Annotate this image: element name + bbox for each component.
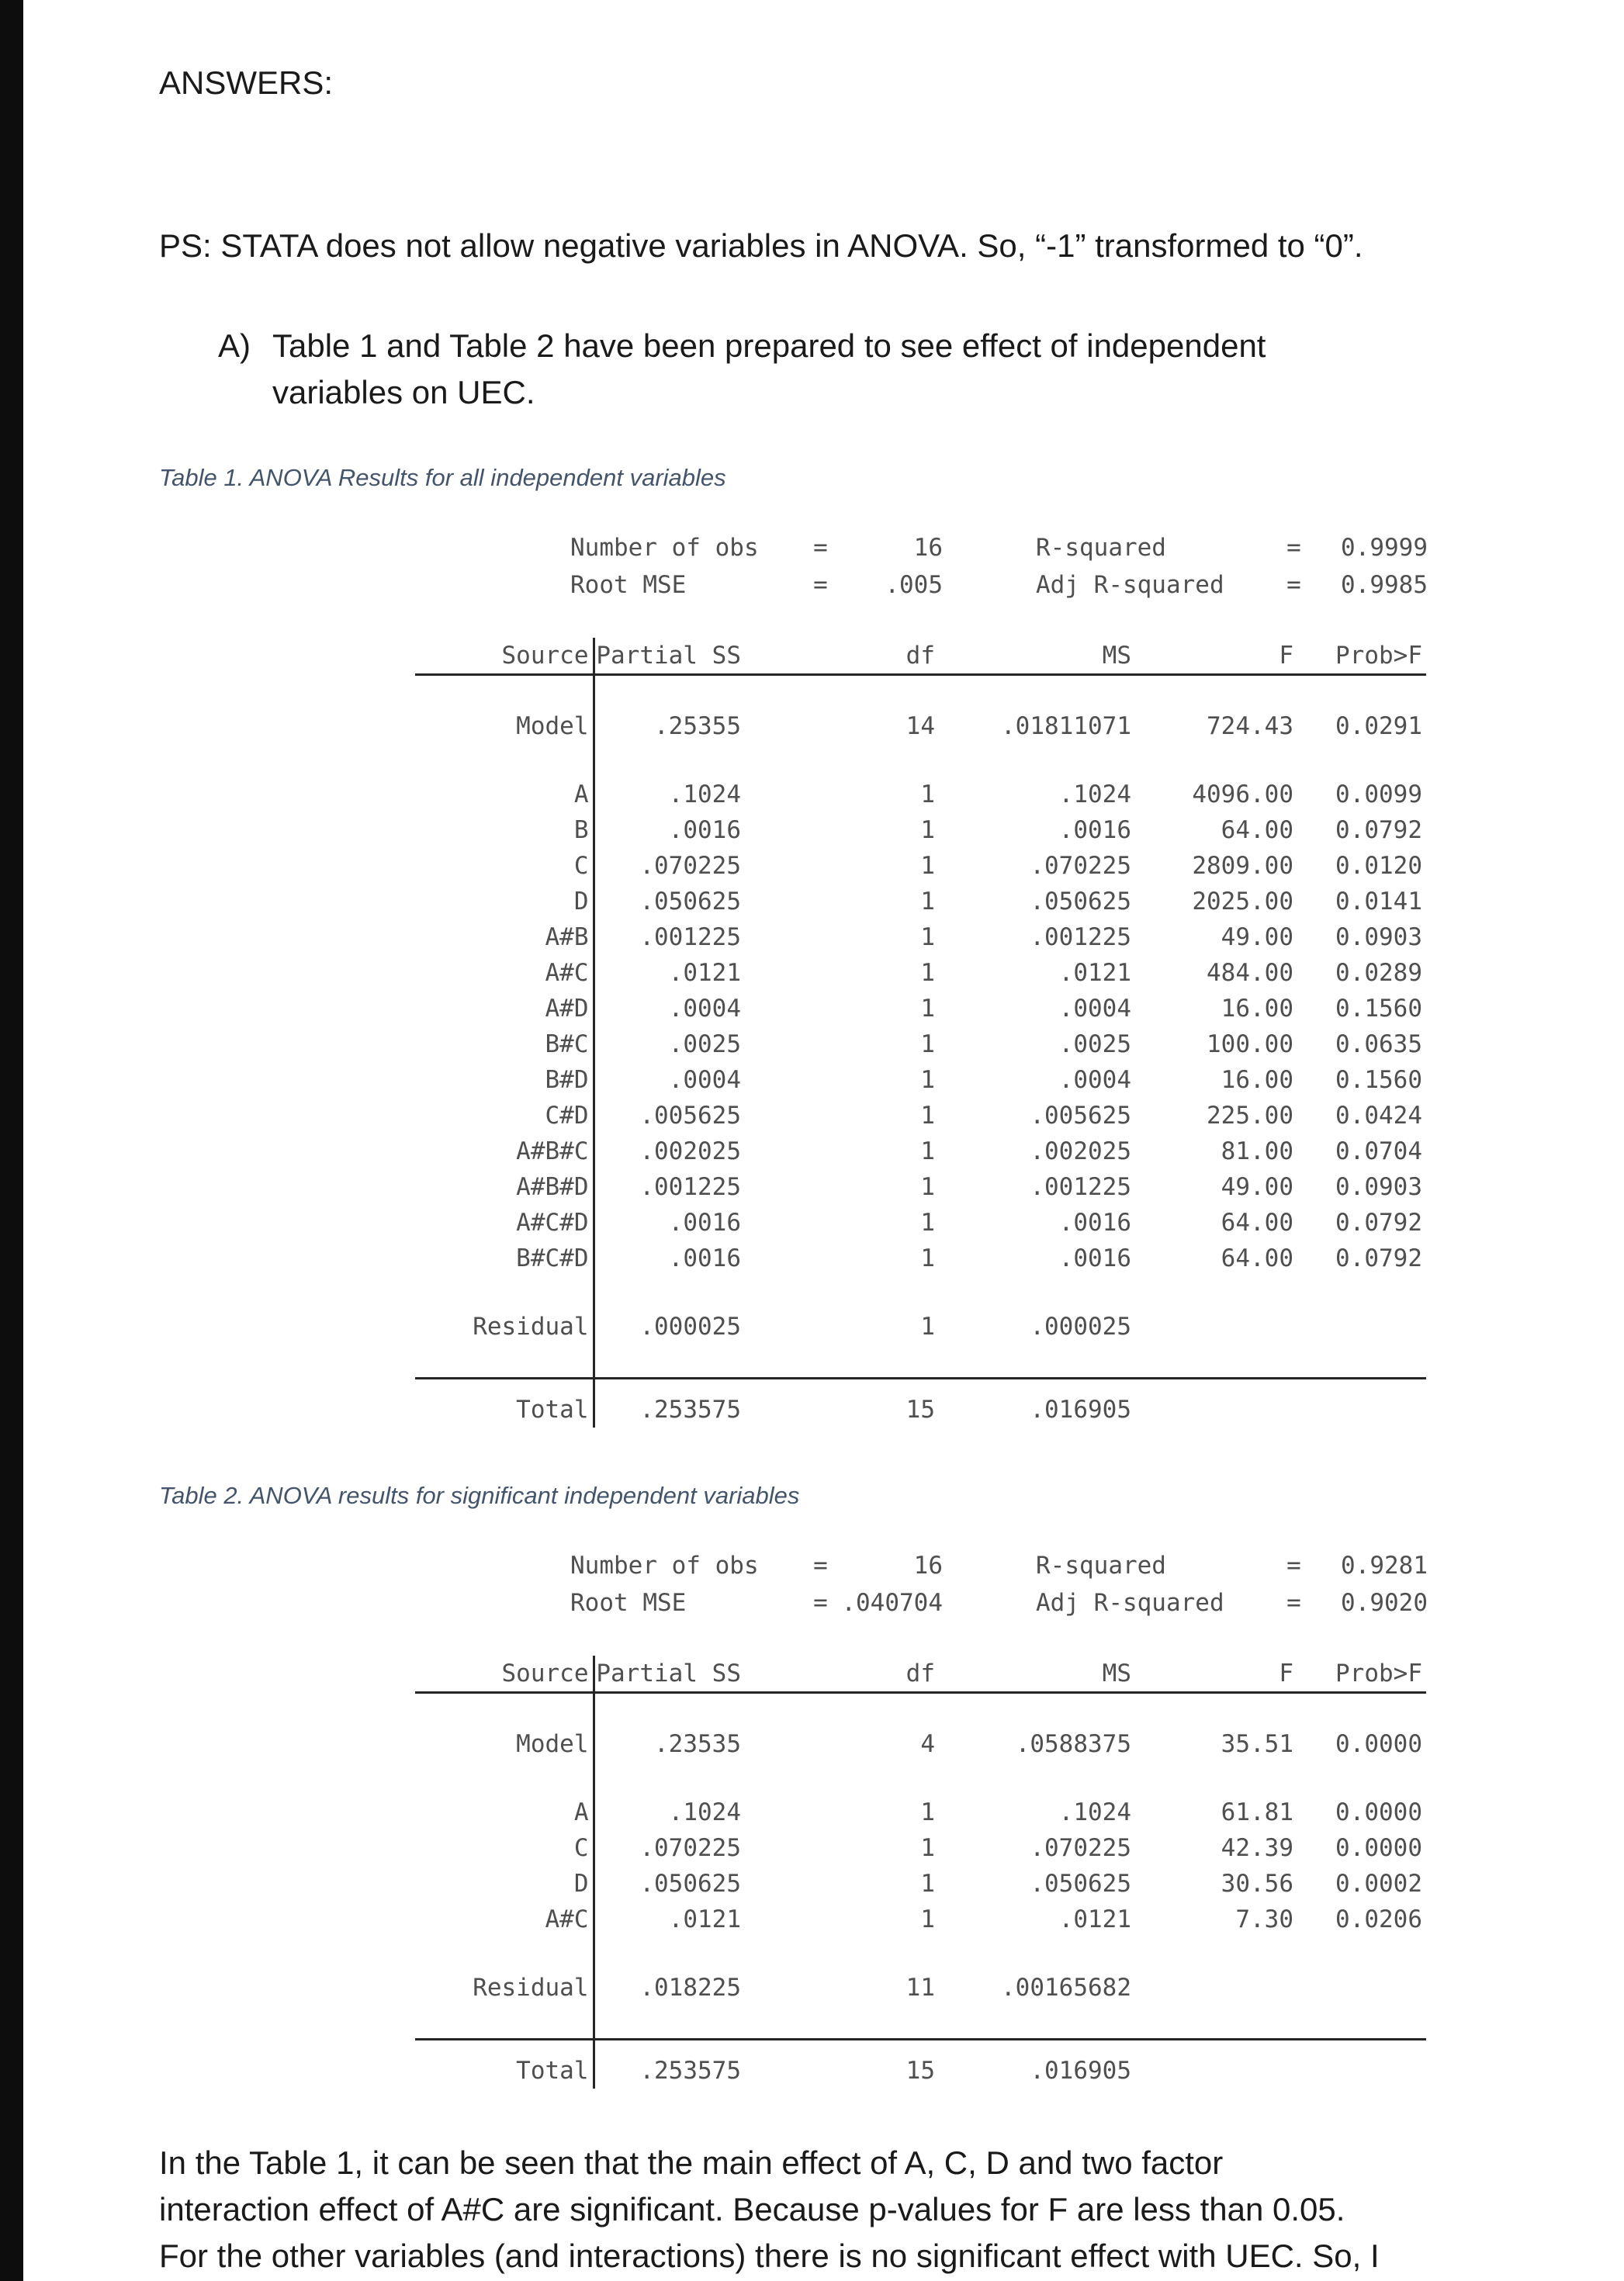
column-header: Source <box>415 638 594 675</box>
spacer-cell <box>415 1762 594 1795</box>
stata-row <box>415 1902 1426 1937</box>
rsq-label: R-squared <box>1036 534 1166 562</box>
row-value: 2809.00 <box>1192 852 1293 880</box>
adj-rsq-label: Adj R-squared <box>1036 571 1224 599</box>
row-value: .0016 <box>594 1205 745 1241</box>
row-value: 1 <box>920 1905 935 1933</box>
row-value: 16.00 <box>1221 995 1293 1023</box>
row-value <box>1297 1309 1426 1345</box>
rsq-value: 0.9999 <box>1341 534 1428 562</box>
row-value: .0016 <box>1058 816 1131 844</box>
row-label: Total <box>516 1396 589 1424</box>
scan-left-edge <box>0 0 23 2281</box>
spacer-cell <box>594 1693 1426 1727</box>
stata-row <box>415 1098 1426 1134</box>
spacer-cell <box>415 1937 594 1970</box>
row-value: 1 <box>920 923 935 951</box>
row-value: 7.30 <box>1235 1905 1293 1933</box>
stata-row <box>415 1970 1426 2006</box>
rmse-eq: = <box>813 1589 828 1617</box>
row-value: 0.0792 <box>1335 816 1422 844</box>
row-label: Model <box>516 1730 589 1758</box>
rsq-eq: = <box>1286 534 1301 562</box>
table2-summary-stats <box>570 1547 1492 1622</box>
adj-rsq-label: Adj R-squared <box>1036 1589 1224 1617</box>
rmse-value: .040704 <box>841 1589 943 1617</box>
row-value: 1 <box>920 1244 935 1272</box>
table-spacer <box>415 675 1426 709</box>
row-label: C <box>573 1834 589 1862</box>
row-value: 4 <box>920 1730 935 1758</box>
row-value: .005625 <box>594 1098 745 1134</box>
row-value: 61.81 <box>1221 1798 1293 1826</box>
row-label: Residual <box>473 1974 589 2002</box>
row-value: .018225 <box>594 1970 745 2006</box>
row-value: .25355 <box>594 708 745 744</box>
row-value: .01811071 <box>1001 712 1131 740</box>
row-value: 49.00 <box>1221 1173 1293 1201</box>
table-rule <box>415 2006 1426 2040</box>
stata-row <box>415 2040 1426 2089</box>
closing-paragraph <box>159 2140 1492 2279</box>
spacer-cell <box>594 744 1426 777</box>
column-header: df <box>745 1656 939 1693</box>
stata-row <box>415 638 1426 675</box>
answers-heading: ANSWERS: <box>159 64 334 101</box>
row-label: C#D <box>545 1102 589 1130</box>
table-spacer <box>415 1937 1426 1970</box>
rmse-label: Root MSE <box>570 571 687 599</box>
row-label: A#C <box>545 959 589 987</box>
row-value: 14 <box>905 712 935 740</box>
list-item-a-label: A) <box>218 327 251 364</box>
row-value: 1 <box>920 995 935 1023</box>
stats-gap <box>943 1584 1036 1622</box>
obs-eq: = <box>813 534 828 562</box>
stata-row <box>415 1866 1426 1902</box>
spacer-cell <box>594 1345 1426 1379</box>
row-value: 1 <box>920 1870 935 1898</box>
table1-anova-body <box>415 638 1426 1428</box>
row-value: .253575 <box>594 2040 745 2089</box>
stata-row <box>415 1726 1426 1762</box>
row-value <box>1135 1379 1297 1428</box>
row-value: .0016 <box>594 812 745 848</box>
stata-row <box>415 1309 1426 1345</box>
list-item-a-line1: Table 1 and Table 2 have been prepared to see effect of independent <box>272 327 1266 364</box>
row-value: 484.00 <box>1207 959 1293 987</box>
row-value: 16.00 <box>1221 1066 1293 1094</box>
row-label: Total <box>516 2057 589 2085</box>
row-label: A#C#D <box>516 1209 589 1237</box>
column-header: F <box>1135 1656 1297 1693</box>
row-value: 724.43 <box>1207 712 1293 740</box>
row-label: A#B#D <box>516 1173 589 1201</box>
row-value: 0.0792 <box>1335 1244 1422 1272</box>
row-label: A <box>573 781 589 808</box>
row-label: D <box>573 888 589 916</box>
rmse-eq: = <box>813 571 828 599</box>
spacer-cell <box>415 744 594 777</box>
spacer-cell <box>594 1276 1426 1309</box>
row-value: .070225 <box>1030 1834 1131 1862</box>
row-label: A#C <box>545 1905 589 1933</box>
row-value: .253575 <box>594 1379 745 1428</box>
closing-line1: In the Table 1, it can be seen that the main effect of A, C, D and two factor <box>159 2144 1224 2181</box>
row-value: 0.0792 <box>1335 1209 1422 1237</box>
column-header: Prob>F <box>1297 638 1426 675</box>
row-value: .1024 <box>1058 781 1131 808</box>
spacer-cell <box>415 675 594 709</box>
table-spacer <box>415 1762 1426 1795</box>
list-item-a <box>218 323 1492 416</box>
row-value <box>1135 1970 1297 2006</box>
row-value: 0.0000 <box>1335 1730 1422 1758</box>
stata-row <box>415 708 1426 744</box>
row-value: 0.0903 <box>1335 1173 1422 1201</box>
rmse-value: .005 <box>885 571 943 599</box>
row-label: A <box>573 1798 589 1826</box>
row-value: 0.1560 <box>1335 995 1422 1023</box>
row-value: .0004 <box>594 1062 745 1098</box>
row-value: .070225 <box>594 1830 745 1866</box>
row-value: .016905 <box>1030 1396 1131 1424</box>
obs-eq: = <box>813 1552 828 1580</box>
row-value: .050625 <box>1030 888 1131 916</box>
row-value: 0.0903 <box>1335 923 1422 951</box>
row-label: A#B#C <box>516 1137 589 1165</box>
stata-row <box>415 1169 1426 1205</box>
row-value: .0016 <box>1058 1244 1131 1272</box>
row-value: .0121 <box>594 955 745 991</box>
row-value: .000025 <box>1030 1313 1131 1341</box>
row-value: 1 <box>920 1137 935 1165</box>
list-item-a-line2: variables on UEC. <box>272 374 535 410</box>
table2-anova-body <box>415 1656 1426 2089</box>
row-value: 0.0000 <box>1335 1798 1422 1826</box>
row-label: A#B <box>545 923 589 951</box>
row-value: 0.0120 <box>1335 852 1422 880</box>
spacer-cell <box>594 2006 1426 2040</box>
row-value: .000025 <box>594 1309 745 1345</box>
stata-row <box>415 919 1426 955</box>
closing-line3: For the other variables (and interactions) there is no significant effect with UEC. So, I <box>159 2238 1380 2274</box>
row-value: 2025.00 <box>1192 888 1293 916</box>
row-value: .0016 <box>1058 1209 1131 1237</box>
column-header: Partial SS <box>594 638 745 675</box>
row-value: 0.0099 <box>1335 781 1422 808</box>
row-value: .00165682 <box>1001 1974 1131 2002</box>
spacer-cell <box>415 1276 594 1309</box>
adj-rsq-value: 0.9020 <box>1341 1589 1428 1617</box>
row-value: 0.0206 <box>1335 1905 1422 1933</box>
row-value: 1 <box>920 1030 935 1058</box>
spacer-cell <box>594 1937 1426 1970</box>
row-value: 0.1560 <box>1335 1066 1422 1094</box>
row-value: .0025 <box>1058 1030 1131 1058</box>
rsq-value: 0.9281 <box>1341 1552 1428 1580</box>
row-value: 30.56 <box>1221 1870 1293 1898</box>
row-value: 100.00 <box>1207 1030 1293 1058</box>
row-value: .070225 <box>594 848 745 884</box>
row-value: 64.00 <box>1221 1244 1293 1272</box>
row-value: .1024 <box>594 1795 745 1830</box>
stata-row <box>415 777 1426 812</box>
row-label: B#D <box>545 1066 589 1094</box>
obs-value: 16 <box>913 1552 943 1580</box>
row-value: 0.0635 <box>1335 1030 1422 1058</box>
row-value: 1 <box>920 1209 935 1237</box>
row-label: B#C <box>545 1030 589 1058</box>
row-value <box>1135 2040 1297 2089</box>
column-header: Source <box>415 1656 594 1693</box>
spacer-cell <box>594 1762 1426 1795</box>
table-spacer <box>415 744 1426 777</box>
row-value: 0.0002 <box>1335 1870 1422 1898</box>
stata-row <box>415 1026 1426 1062</box>
row-value: 35.51 <box>1221 1730 1293 1758</box>
stata-row <box>415 1062 1426 1098</box>
stata-row <box>415 1134 1426 1169</box>
rsq-label: R-squared <box>1036 1552 1166 1580</box>
row-value: 81.00 <box>1221 1137 1293 1165</box>
row-value: .0004 <box>594 991 745 1026</box>
row-value: 42.39 <box>1221 1834 1293 1862</box>
stata-row <box>415 1795 1426 1830</box>
row-label: C <box>573 852 589 880</box>
row-value <box>1297 2040 1426 2089</box>
row-value: .0004 <box>1058 995 1131 1023</box>
row-label: A#D <box>545 995 589 1023</box>
row-label: D <box>573 1870 589 1898</box>
row-value: 64.00 <box>1221 816 1293 844</box>
adj-rsq-eq: = <box>1286 1589 1301 1617</box>
row-label: B <box>573 816 589 844</box>
table1-caption: Table 1. ANOVA Results for all independent variables <box>159 464 726 491</box>
rmse-label: Root MSE <box>570 1589 687 1617</box>
row-value: 64.00 <box>1221 1209 1293 1237</box>
row-value: 1 <box>920 781 935 808</box>
row-value: .0121 <box>594 1902 745 1937</box>
stata-row <box>415 1205 1426 1241</box>
row-value: 1 <box>920 959 935 987</box>
stata-row <box>415 812 1426 848</box>
stata-row <box>415 1830 1426 1866</box>
row-value: 4096.00 <box>1192 781 1293 808</box>
closing-line2: interaction effect of A#C are significant. Because p-values for F are less than 0.05. <box>159 2191 1345 2227</box>
row-value: .016905 <box>1030 2057 1131 2085</box>
adj-rsq-eq: = <box>1286 571 1301 599</box>
obs-label: Number of obs <box>570 534 759 562</box>
column-header: Prob>F <box>1297 1656 1426 1693</box>
row-value: 15 <box>905 2057 935 2085</box>
row-value: 0.0291 <box>1335 712 1422 740</box>
column-header: df <box>745 638 939 675</box>
row-value: 0.0289 <box>1335 959 1422 987</box>
spacer-cell <box>594 675 1426 709</box>
row-value: 0.0424 <box>1335 1102 1422 1130</box>
row-value: .23535 <box>594 1726 745 1762</box>
table-rule <box>415 1345 1426 1379</box>
stata-row <box>415 1656 1426 1693</box>
row-value: .050625 <box>594 884 745 919</box>
list-item-a-text <box>272 323 1266 416</box>
row-value: .001225 <box>1030 923 1131 951</box>
row-value: .050625 <box>1030 1870 1131 1898</box>
row-value: .001225 <box>594 919 745 955</box>
table-spacer <box>415 1693 1426 1727</box>
stats-gap <box>943 529 1036 566</box>
stata-row <box>415 884 1426 919</box>
stata-row <box>415 1241 1426 1276</box>
row-value: .1024 <box>1058 1798 1131 1826</box>
row-value: .070225 <box>1030 852 1131 880</box>
row-value <box>1135 1309 1297 1345</box>
row-value: .050625 <box>594 1866 745 1902</box>
row-value: 1 <box>920 1313 935 1341</box>
row-value: 0.0000 <box>1335 1834 1422 1862</box>
row-value <box>1297 1379 1426 1428</box>
row-value: 1 <box>920 816 935 844</box>
row-value: .1024 <box>594 777 745 812</box>
row-value: .0004 <box>1058 1066 1131 1094</box>
row-value: .002025 <box>1030 1137 1131 1165</box>
table2-anova-table <box>415 1656 1426 2089</box>
row-value: 0.0141 <box>1335 888 1422 916</box>
row-label: Residual <box>473 1313 589 1341</box>
row-value: 1 <box>920 1834 935 1862</box>
column-header: MS <box>939 638 1135 675</box>
row-value: 1 <box>920 1066 935 1094</box>
row-value: .005625 <box>1030 1102 1131 1130</box>
spacer-cell <box>415 1693 594 1727</box>
column-header: Partial SS <box>594 1656 745 1693</box>
row-value: 49.00 <box>1221 923 1293 951</box>
obs-label: Number of obs <box>570 1552 759 1580</box>
stats-gap <box>943 1547 1036 1584</box>
row-value: 15 <box>905 1396 935 1424</box>
table1-anova-table <box>415 638 1426 1428</box>
column-header: MS <box>939 1656 1135 1693</box>
row-value: .0588375 <box>1015 1730 1131 1758</box>
row-value: .0121 <box>1058 959 1131 987</box>
row-value: 1 <box>920 1173 935 1201</box>
row-value: 1 <box>920 1798 935 1826</box>
row-value: 225.00 <box>1207 1102 1293 1130</box>
row-label: B#C#D <box>516 1244 589 1272</box>
row-value: 1 <box>920 852 935 880</box>
table1-summary-stats <box>570 529 1492 604</box>
row-value: .002025 <box>594 1134 745 1169</box>
row-value: .0121 <box>1058 1905 1131 1933</box>
row-value: 1 <box>920 1102 935 1130</box>
ps-note: PS: STATA does not allow negative variables in ANOVA. So, “-1” transformed to “0”. <box>159 227 1363 264</box>
obs-value: 16 <box>913 534 943 562</box>
spacer-cell <box>415 2006 594 2040</box>
row-value <box>1297 1970 1426 2006</box>
table2-caption: Table 2. ANOVA results for significant independent variables <box>159 1482 800 1509</box>
stata-row <box>415 955 1426 991</box>
row-value: .0025 <box>594 1026 745 1062</box>
stata-row <box>415 991 1426 1026</box>
stata-row <box>415 848 1426 884</box>
row-value: .001225 <box>1030 1173 1131 1201</box>
rsq-eq: = <box>1286 1552 1301 1580</box>
row-value: 11 <box>905 1974 935 2002</box>
table-spacer <box>415 1276 1426 1309</box>
row-value: 0.0704 <box>1335 1137 1422 1165</box>
adj-rsq-value: 0.9985 <box>1341 571 1428 599</box>
column-header: F <box>1135 638 1297 675</box>
row-value: .001225 <box>594 1169 745 1205</box>
stata-row <box>415 1379 1426 1428</box>
spacer-cell <box>415 1345 594 1379</box>
stats-gap <box>943 566 1036 604</box>
row-value: 1 <box>920 888 935 916</box>
row-label: Model <box>516 712 589 740</box>
row-value: .0016 <box>594 1241 745 1276</box>
